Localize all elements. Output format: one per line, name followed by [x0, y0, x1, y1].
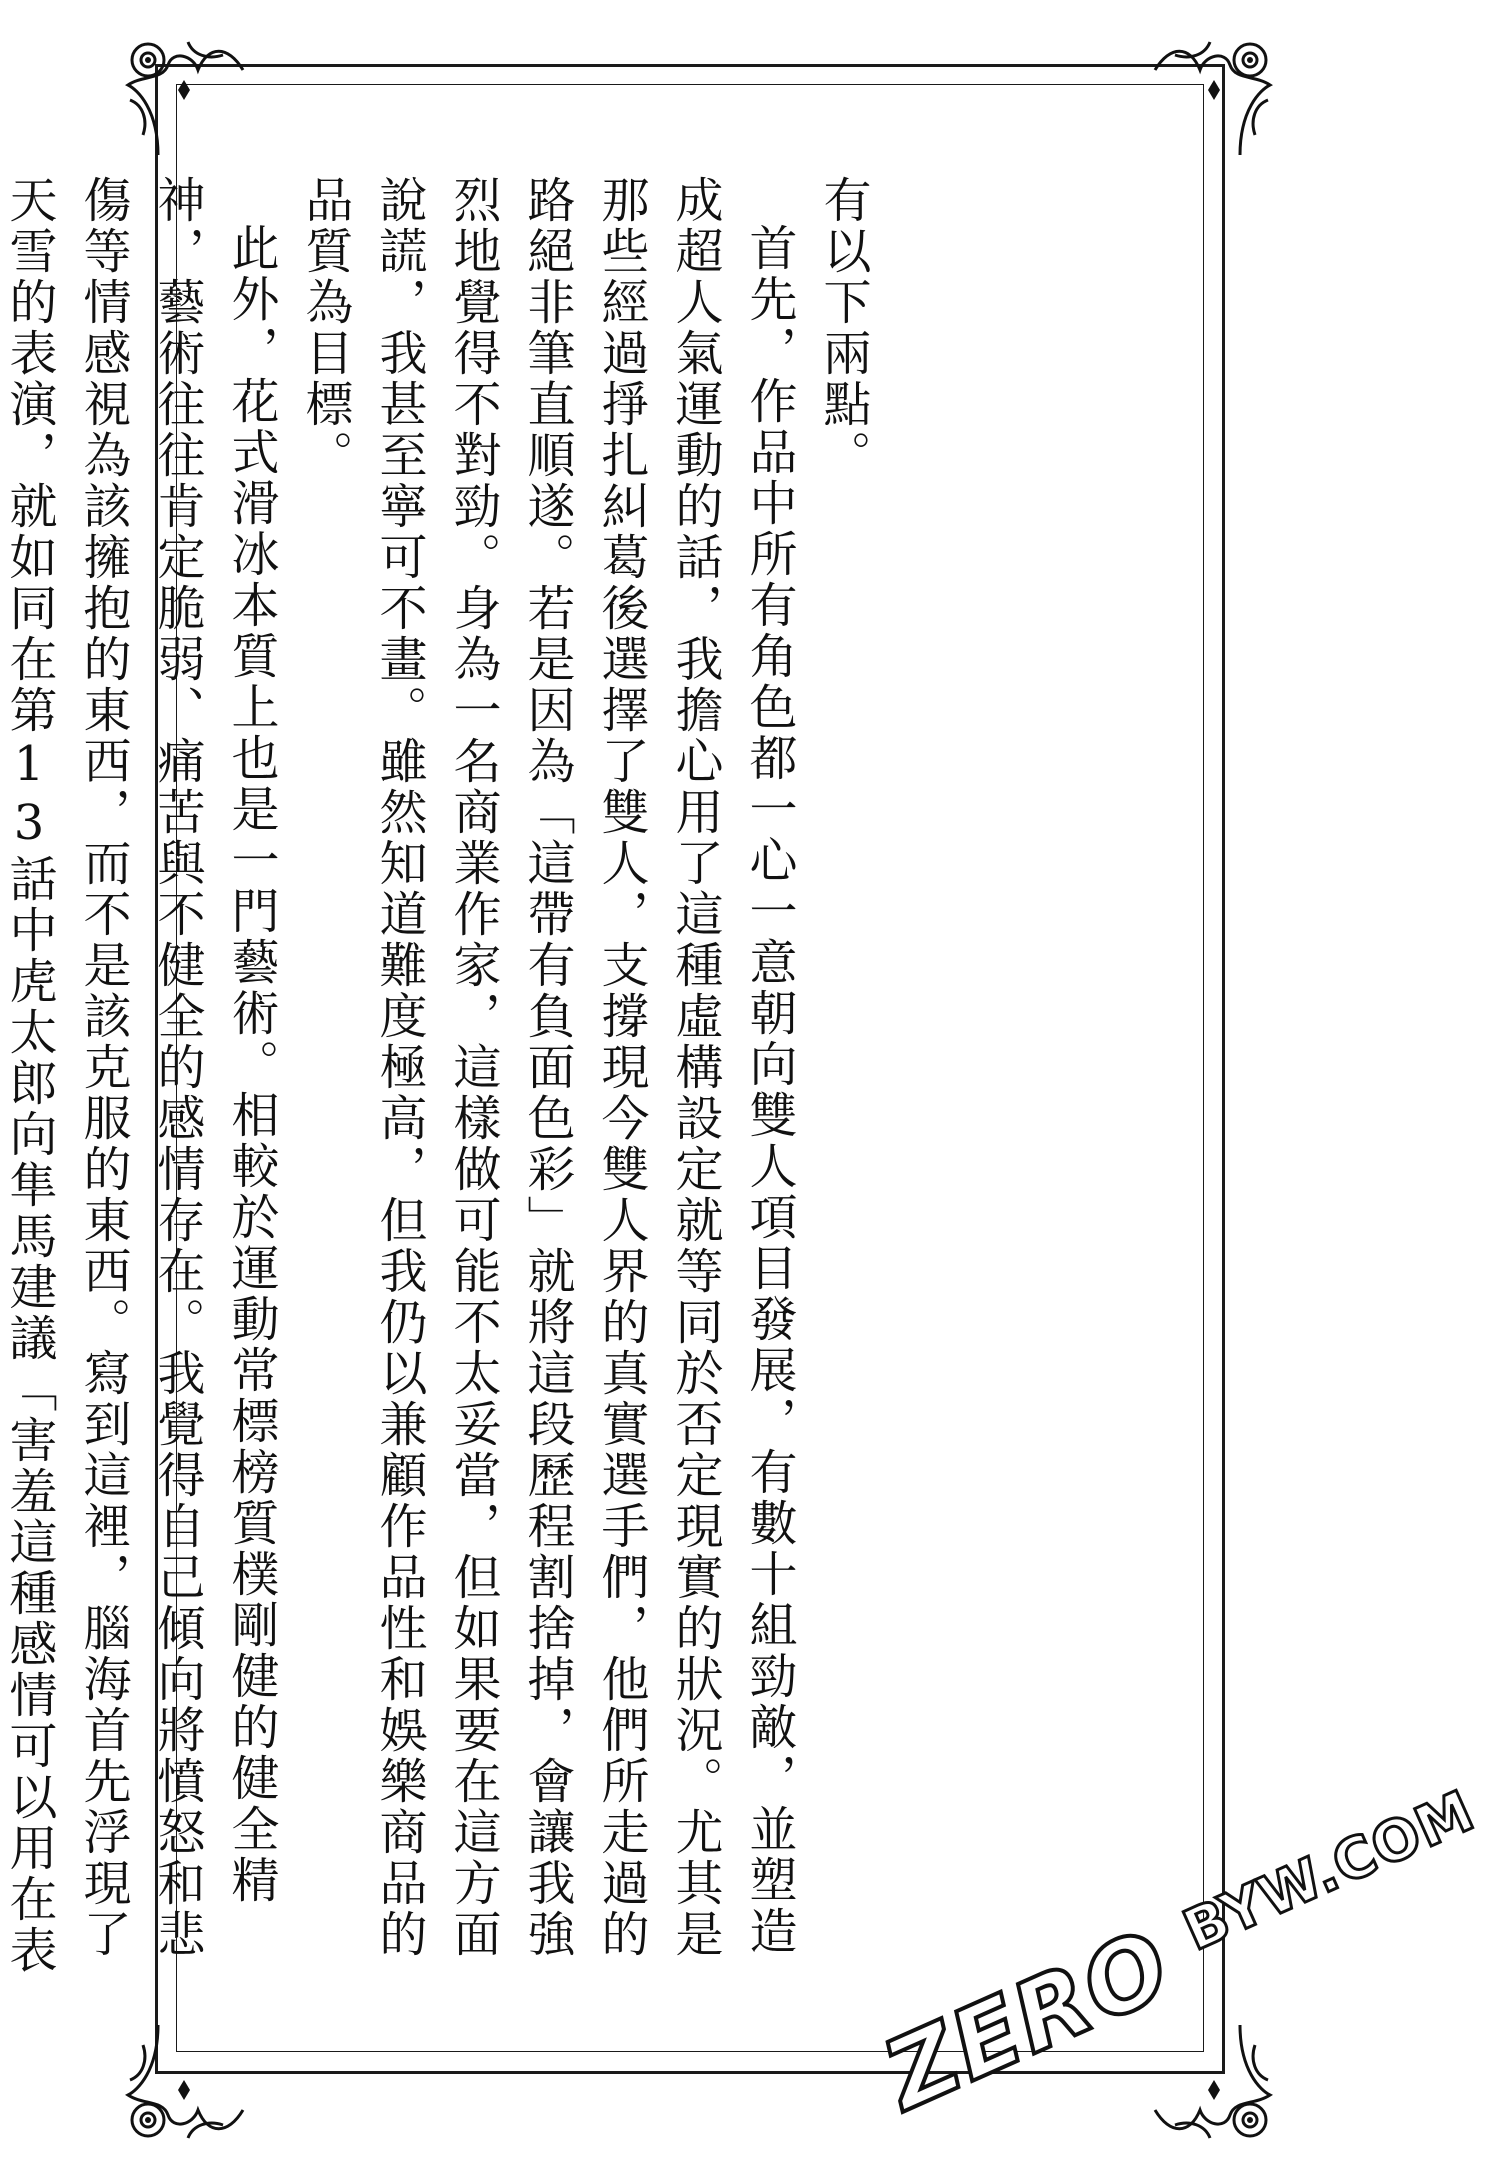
paragraph-first-point: 首先，作品中所有角色都一心一意朝向雙人項目發展，有數十組勁敵，並塑造成超人氣運動的話，我擔心用了這種虛構設定就等同於否定現實的狀況。尤其是那些經過掙扎糾葛後選擇了雙人，支撐現今雙人界的真實選手們，他們所走過的路絕非筆直順遂。若是因為「這帶有負面色彩」就將這段歷程割捨掉，會讓我強烈地覺得不對勁。身為一名商業作家，這樣做可能不太妥當，但如果要在這方面說謊，我甚至寧可不畫。雖然知道難度極高，但我仍以兼顧作品性和娛樂商品的品質為目標。 — [297, 175, 797, 1960]
watermark-main: ZERO — [868, 1908, 1188, 2132]
article-body — [1, 175, 880, 1995]
corner-ornament-top-right — [1150, 30, 1280, 160]
watermark-suffix: BYW.COM — [1174, 1778, 1485, 1964]
paragraph-art-point: 此外，花式滑冰本質上也是一門藝術。相較於運動常標榜質樸剛健的健全精神，藝術往往肯定脆弱、痛苦與不健全的感情存在。我覺得自己傾向將憤怒和悲傷等情感視為該擁抱的東西，而不是該克服的東西。寫到這裡，腦海首先浮現了天雪的表演，就如同在第13話中虎太郎向隼馬建議「害羞這種感情可以用在表 — [1, 175, 279, 1976]
corner-ornament-bottom-left — [118, 2020, 248, 2150]
corner-ornament-bottom-right — [1150, 2020, 1280, 2150]
corner-ornament-top-left — [118, 30, 248, 160]
paragraph-intro: 有以下兩點。 — [815, 175, 871, 481]
